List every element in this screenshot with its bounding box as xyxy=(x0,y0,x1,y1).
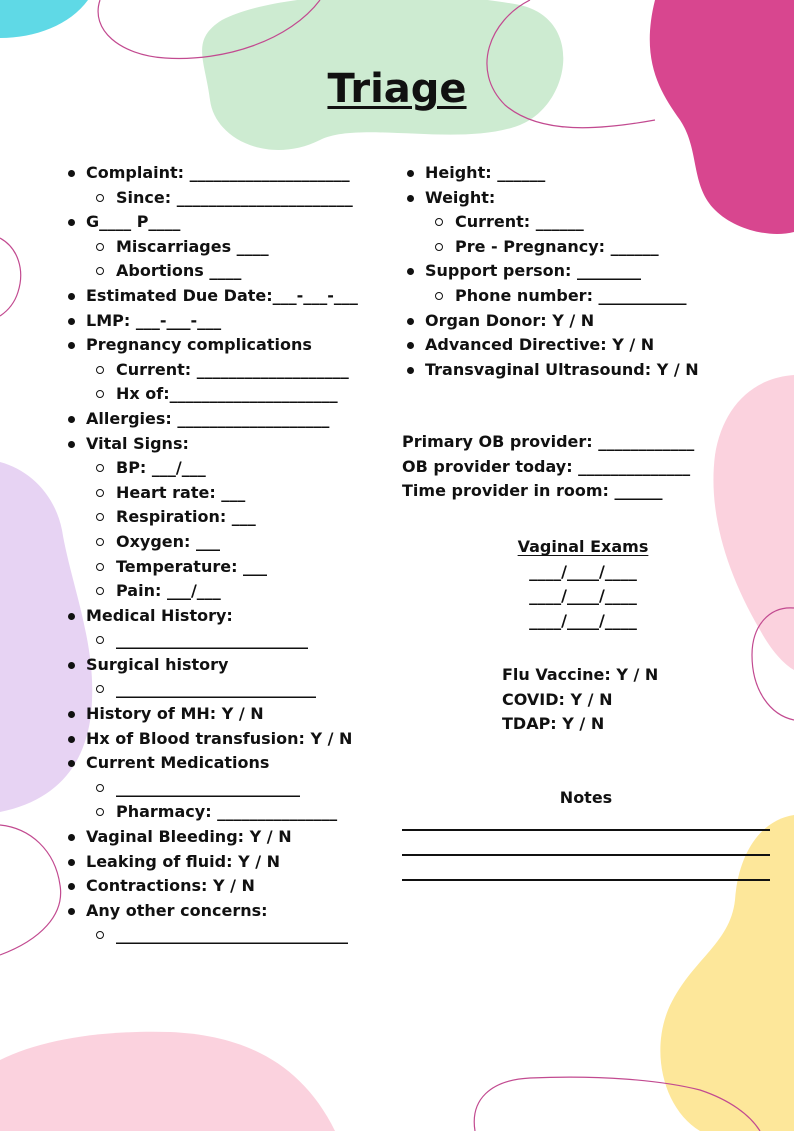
vaginal-exam-row: ____/____/____ xyxy=(529,586,637,606)
left-column xyxy=(66,161,358,948)
vaccine-section xyxy=(502,663,658,737)
bp-field: BP: ___/___ xyxy=(66,456,358,481)
miscarriages-field: Miscarriages ____ xyxy=(66,235,358,260)
vital-signs-label: Vital Signs: xyxy=(66,432,358,457)
covid-field: COVID: Y / N xyxy=(502,689,613,709)
vaginal-exams-title: Vaginal Exams xyxy=(517,537,649,556)
cyan-blob xyxy=(0,0,88,38)
pink-blob-right xyxy=(713,375,794,670)
leaking-fluid-field: Leaking of fluid: Y / N xyxy=(66,850,358,875)
pharmacy-field: Pharmacy: _______________ xyxy=(66,800,358,825)
notes-line xyxy=(402,879,770,881)
weight-label: Weight: xyxy=(405,186,699,211)
blood-transfusion-field: Hx of Blood transfusion: Y / N xyxy=(66,727,358,752)
contractions-field: Contractions: Y / N xyxy=(66,874,358,899)
primary-ob-provider-field: Primary OB provider: ____________ xyxy=(402,432,695,451)
notes-line xyxy=(402,829,770,831)
yellow-blob xyxy=(660,815,794,1131)
since-field: Since: ______________________ xyxy=(66,186,358,211)
transvaginal-ultrasound-field: Transvaginal Ultrasound: Y / N xyxy=(405,358,699,383)
accent-line-left xyxy=(0,238,21,316)
notes-section xyxy=(486,786,686,811)
pregnancy-complications-label: Pregnancy complications xyxy=(66,333,358,358)
right-item-list xyxy=(405,161,699,382)
complications-current-field: Current: ___________________ xyxy=(66,358,358,383)
notes-title: Notes xyxy=(559,788,613,807)
medical-history-label: Medical History: xyxy=(66,604,358,629)
pain-field: Pain: ___/___ xyxy=(66,579,358,604)
medications-blank: _______________________ xyxy=(66,776,358,801)
weight-current-field: Current: ______ xyxy=(405,210,699,235)
other-concerns-label: Any other concerns: xyxy=(66,899,358,924)
vaginal-bleeding-field: Vaginal Bleeding: Y / N xyxy=(66,825,358,850)
complications-history-field: Hx of:_____________________ xyxy=(66,382,358,407)
history-mh-field: History of MH: Y / N xyxy=(66,702,358,727)
abortions-field: Abortions ____ xyxy=(66,259,358,284)
other-concerns-blank: _____________________________ xyxy=(66,923,358,948)
flu-vaccine-field: Flu Vaccine: Y / N xyxy=(502,665,659,684)
notes-line xyxy=(402,854,770,856)
allergies-field: Allergies: ___________________ xyxy=(66,407,358,432)
vaginal-exam-row: ____/____/____ xyxy=(529,610,637,630)
complaint-field: Complaint: ____________________ xyxy=(66,161,358,186)
organ-donor-field: Organ Donor: Y / N xyxy=(405,309,699,334)
ob-provider-today-field: OB provider today: ______________ xyxy=(402,456,691,476)
support-person-field: Support person: ________ xyxy=(405,259,699,284)
due-date-field: Estimated Due Date:___-___-___ xyxy=(66,284,358,309)
time-provider-field: Time provider in room: ______ xyxy=(402,481,663,501)
gravida-para-field: G____ P____ xyxy=(66,210,358,235)
oxygen-field: Oxygen: ___ xyxy=(66,530,358,555)
pink-blob-bottom xyxy=(0,1032,335,1131)
vaginal-exam-row: ____/____/____ xyxy=(529,561,637,581)
heart-rate-field: Heart rate: ___ xyxy=(66,481,358,506)
surgical-history-label: Surgical history xyxy=(66,653,358,678)
weight-pre-pregnancy-field: Pre - Pregnancy: ______ xyxy=(405,235,699,260)
right-column xyxy=(405,161,699,382)
page-title: Triage xyxy=(327,66,467,112)
advanced-directive-field: Advanced Directive: Y / N xyxy=(405,333,699,358)
lmp-field: LMP: ___-___-___ xyxy=(66,309,358,334)
phone-number-field: Phone number: ___________ xyxy=(405,284,699,309)
medical-history-blank: ________________________ xyxy=(66,628,358,653)
height-field: Height: ______ xyxy=(405,161,699,186)
accent-line-lower-left xyxy=(0,825,61,955)
vaginal-exams-section xyxy=(483,535,683,633)
current-medications-label: Current Medications xyxy=(66,751,358,776)
tdap-field: TDAP: Y / N xyxy=(502,714,605,734)
temperature-field: Temperature: ___ xyxy=(66,555,358,580)
surgical-history-blank: _________________________ xyxy=(66,677,358,702)
left-item-list xyxy=(66,161,358,948)
respiration-field: Respiration: ___ xyxy=(66,505,358,530)
provider-section xyxy=(402,430,694,504)
